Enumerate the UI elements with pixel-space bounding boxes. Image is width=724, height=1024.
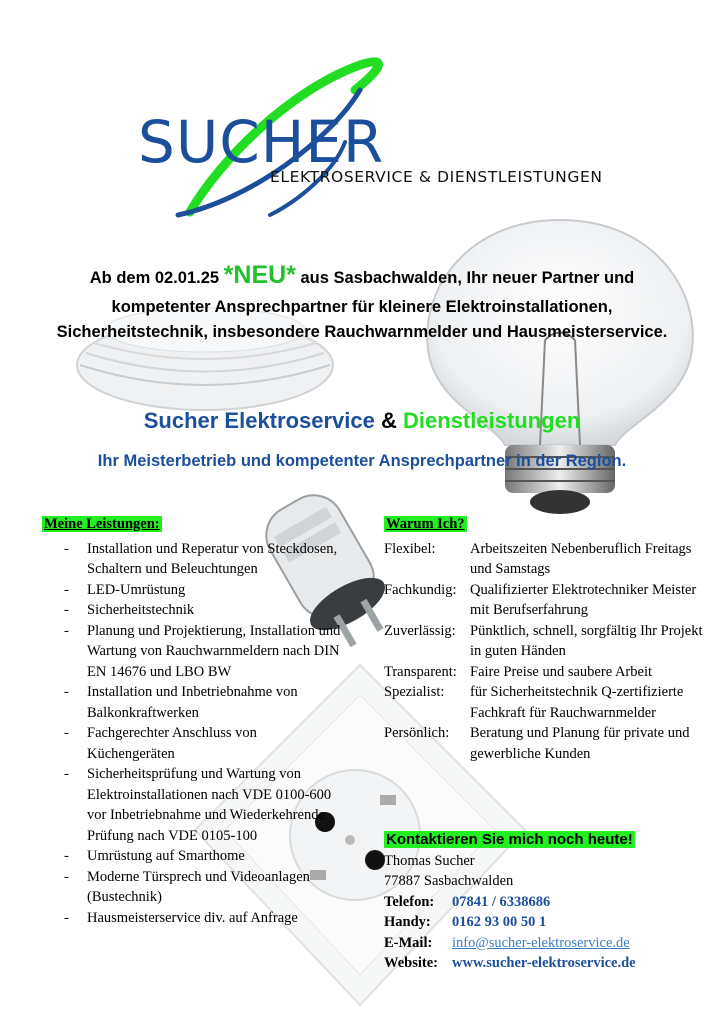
- phone-row: [384, 892, 704, 913]
- phone-label: Telefon:: [384, 893, 435, 910]
- contact-city: 77887 Sasbachwalden: [384, 873, 514, 889]
- logo-wordmark: SUCHER: [138, 108, 385, 176]
- why-row: [384, 723, 704, 764]
- email-label: E-Mail:: [384, 934, 433, 951]
- subheadline: Ihr Meisterbetrieb und kompetenter Ansprechpartner in der Region.: [97, 452, 627, 470]
- why-row: [384, 580, 704, 621]
- list-item: - Planung und Projektierung, Installation und Wartung von Rauchwarnmeldern nach DIN EN 14676 und LBO BW: [42, 621, 342, 683]
- why-heading: Warum Ich?: [386, 516, 465, 532]
- why-value: Beratung und Planung für private und gewerbliche Kunden: [470, 725, 690, 762]
- why-value: Faire Preise und saubere Arbeit: [470, 663, 653, 680]
- headline-green: Dienstleistungen: [403, 408, 581, 433]
- list-item: - Sicherheitsprüfung und Wartung von Elektroinstallationen nach VDE 0100-600 vor Inbetriebnahme und Wiederkehrende Prüfung nach VDE 0105-100: [42, 764, 342, 846]
- list-item: - Hausmeisterservice div. auf Anfrage: [42, 908, 342, 929]
- why-key: Zuverlässig:: [384, 622, 456, 639]
- mobile-row: [384, 912, 704, 933]
- contact-name: Thomas Sucher: [384, 852, 475, 869]
- email-link[interactable]: info@sucher-elektroservice.de: [452, 934, 630, 951]
- mobile-label: Handy:: [384, 914, 431, 930]
- why-key: Persönlich:: [384, 725, 450, 741]
- headline: [0, 408, 724, 434]
- why-value: Qualifizierter Elektrotechniker Meister mit Berufserfahrung: [470, 581, 697, 618]
- list-item: - Umrüstung auf Smarthome: [42, 846, 342, 867]
- why-key: Transparent:: [384, 663, 457, 680]
- services-list: [42, 539, 342, 929]
- list-item: - Installation und Inbetriebnahme von Balkonkraftwerken: [42, 682, 342, 723]
- why-row: [384, 682, 704, 723]
- contact-heading: Kontaktieren Sie mich noch heute!: [386, 831, 633, 848]
- intro-text: [40, 256, 684, 346]
- list-item: - Fachgerechter Anschluss von Küchengeräten: [42, 723, 342, 764]
- intro-date: Ab dem 02.01.25: [89, 269, 220, 287]
- why-row: [384, 539, 704, 580]
- website-row: [384, 953, 704, 974]
- list-item: - Sicherheitstechnik: [42, 600, 342, 621]
- why-section: [384, 514, 704, 764]
- website-label: Website:: [384, 955, 438, 971]
- why-key: Flexibel:: [384, 540, 436, 557]
- contact-section: [384, 830, 704, 974]
- new-badge: *NEU*: [223, 261, 296, 289]
- why-key: Spezialist:: [384, 684, 445, 700]
- list-item: - Moderne Türsprech und Videoanlagen (Bustechnik): [42, 867, 342, 908]
- headline-amp: &: [381, 408, 397, 433]
- mobile-number[interactable]: 0162 93 00 50 1: [452, 914, 547, 930]
- why-value: Pünktlich, schnell, sorgfältig Ihr Projekt in guten Händen: [470, 622, 703, 659]
- email-row: [384, 933, 704, 954]
- why-row: [384, 662, 704, 683]
- logo-subtitle: ELEKTROSERVICE & DIENSTLEISTUNGEN: [270, 168, 603, 186]
- intro-body: aus Sasbachwalden, Ihr neuer Partner und kompetenter Ansprechpartner für kleinere Elektroinstallationen, Sicherheitstechnik, insbesondere Rauchwarnmelder und Hausmeisterservice.: [56, 269, 668, 342]
- why-key: Fachkundig:: [384, 581, 457, 598]
- services-heading: Meine Leistungen:: [44, 516, 160, 532]
- why-value: für Sicherheitstechnik Q-zertifizierte Fachkraft für Rauchwarnmelder: [470, 684, 684, 721]
- phone-number[interactable]: 07841 / 6338686: [452, 893, 551, 910]
- headline-blue: Sucher Elektroservice: [143, 408, 375, 433]
- list-item: - LED-Umrüstung: [42, 580, 342, 601]
- why-row: [384, 621, 704, 662]
- website-link[interactable]: www.sucher-elektroservice.de: [452, 955, 636, 971]
- why-value: Arbeitszeiten Nebenberuflich Freitags und Samstags: [470, 540, 692, 577]
- services-section: [42, 514, 342, 928]
- list-item: - Installation und Reperatur von Steckdosen, Schaltern und Beleuchtungen: [42, 539, 342, 580]
